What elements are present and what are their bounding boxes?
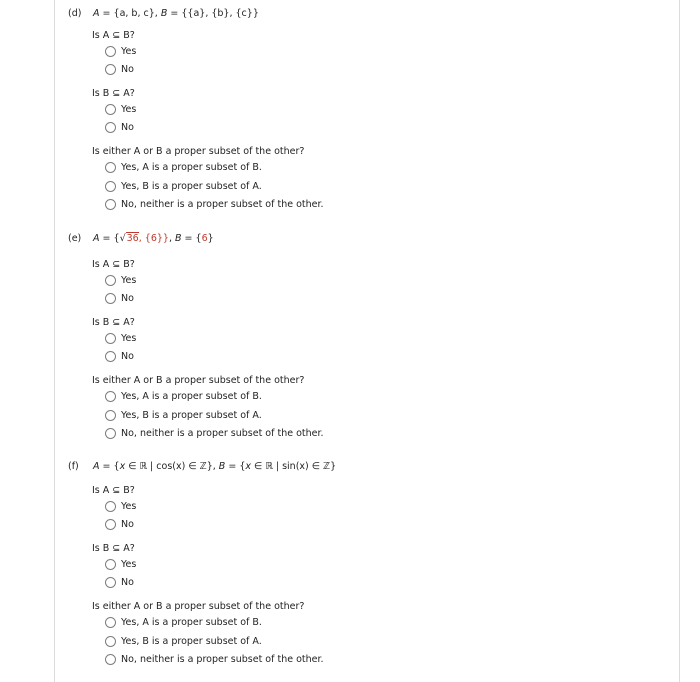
- part-e-q3-opt3-label: No, neither is a proper subset of the other.: [121, 428, 324, 439]
- part-d-q3-opt3-label: No, neither is a proper subset of the other.: [121, 199, 324, 210]
- part-e-q1: Is A ⊆ B?: [92, 259, 135, 270]
- part-d-q1-no-label: No: [121, 64, 134, 75]
- part-d-q3-opt1-radio[interactable]: [105, 162, 116, 173]
- part-d-q3-opt3-radio[interactable]: [105, 199, 116, 210]
- part-f-header: (f) A = {x ∈ ℝ | cos(x) ∈ ℤ}, B = {x ∈ ℝ | sin(x) ∈ ℤ}: [68, 461, 337, 472]
- part-f-q2-yes-radio[interactable]: [105, 559, 116, 570]
- part-d-q2-no-radio[interactable]: [105, 122, 116, 133]
- part-e-q2-yes-label: Yes: [121, 333, 137, 344]
- part-e-q1-no-radio[interactable]: [105, 293, 116, 304]
- part-e-q1-yes-radio[interactable]: [105, 275, 116, 286]
- part-e-q2-no-label: No: [121, 351, 134, 362]
- part-d-set-b: {{a}, {b}, {c}}: [181, 8, 259, 19]
- part-f-q3-opt2-label: Yes, B is a proper subset of A.: [121, 636, 262, 647]
- part-d-q1-no-radio[interactable]: [105, 64, 116, 75]
- part-f-q3-opt2-radio[interactable]: [105, 636, 116, 647]
- part-d-q1: Is A ⊆ B?: [92, 30, 135, 41]
- part-f-q1-no-label: No: [121, 519, 134, 530]
- part-f-set-b-cond: sin(x) ∈ ℤ}: [282, 461, 337, 472]
- part-e-q3: Is either A or B a proper subset of the other?: [92, 375, 305, 386]
- part-d-q3-opt1-label: Yes, A is a proper subset of B.: [121, 162, 262, 173]
- part-f-q2: Is B ⊆ A?: [92, 543, 135, 554]
- part-f-set-a-cond: cos(x) ∈ ℤ}: [156, 461, 213, 472]
- part-d-label: (d): [68, 8, 82, 19]
- part-f-q3-opt3-label: No, neither is a proper subset of the other.: [121, 654, 324, 665]
- part-f-q2-yes-label: Yes: [121, 559, 137, 570]
- part-e-q2-yes-radio[interactable]: [105, 333, 116, 344]
- part-e-q1-no-label: No: [121, 293, 134, 304]
- part-d-q2-no-label: No: [121, 122, 134, 133]
- part-d-set-a: {a, b, c}: [113, 8, 155, 19]
- part-e-radicand: 36: [126, 233, 139, 244]
- part-e-set-a-rest: , {6}}: [138, 233, 169, 244]
- part-e-set-b-element: 6: [201, 233, 208, 244]
- content-frame: [54, 0, 680, 682]
- part-d-q1-yes-radio[interactable]: [105, 46, 116, 57]
- part-f-q1-yes-label: Yes: [121, 501, 137, 512]
- part-d-q1-yes-label: Yes: [121, 46, 137, 57]
- part-d-header: (d) A = {a, b, c}, B = {{a}, {b}, {c}}: [68, 8, 259, 19]
- part-d-q2-yes-label: Yes: [121, 104, 137, 115]
- part-d-q3: Is either A or B a proper subset of the other?: [92, 146, 305, 157]
- part-e-q3-opt2-radio[interactable]: [105, 410, 116, 421]
- part-f-q2-no-radio[interactable]: [105, 577, 116, 588]
- part-d-q2-yes-radio[interactable]: [105, 104, 116, 115]
- part-e-q1-yes-label: Yes: [121, 275, 137, 286]
- part-d-q2: Is B ⊆ A?: [92, 88, 135, 99]
- part-f-label: (f): [68, 461, 79, 472]
- part-e-header: (e) A = {√36, {6}}, B = {6}: [68, 233, 214, 244]
- part-d-q3-opt2-label: Yes, B is a proper subset of A.: [121, 181, 262, 192]
- part-f-q3-opt1-label: Yes, A is a proper subset of B.: [121, 617, 262, 628]
- part-e-q3-opt2-label: Yes, B is a proper subset of A.: [121, 410, 262, 421]
- part-f-q1-yes-radio[interactable]: [105, 501, 116, 512]
- part-e-q2-no-radio[interactable]: [105, 351, 116, 362]
- part-f-q1-no-radio[interactable]: [105, 519, 116, 530]
- part-e-q3-opt3-radio[interactable]: [105, 428, 116, 439]
- part-e-q2: Is B ⊆ A?: [92, 317, 135, 328]
- part-e-q3-opt1-label: Yes, A is a proper subset of B.: [121, 391, 262, 402]
- part-d-q3-opt2-radio[interactable]: [105, 181, 116, 192]
- part-e-label: (e): [68, 233, 82, 244]
- part-f-q3-opt3-radio[interactable]: [105, 654, 116, 665]
- part-f-q3-opt1-radio[interactable]: [105, 617, 116, 628]
- part-f-q1: Is A ⊆ B?: [92, 485, 135, 496]
- part-f-q3: Is either A or B a proper subset of the other?: [92, 601, 305, 612]
- part-f-q2-no-label: No: [121, 577, 134, 588]
- part-e-q3-opt1-radio[interactable]: [105, 391, 116, 402]
